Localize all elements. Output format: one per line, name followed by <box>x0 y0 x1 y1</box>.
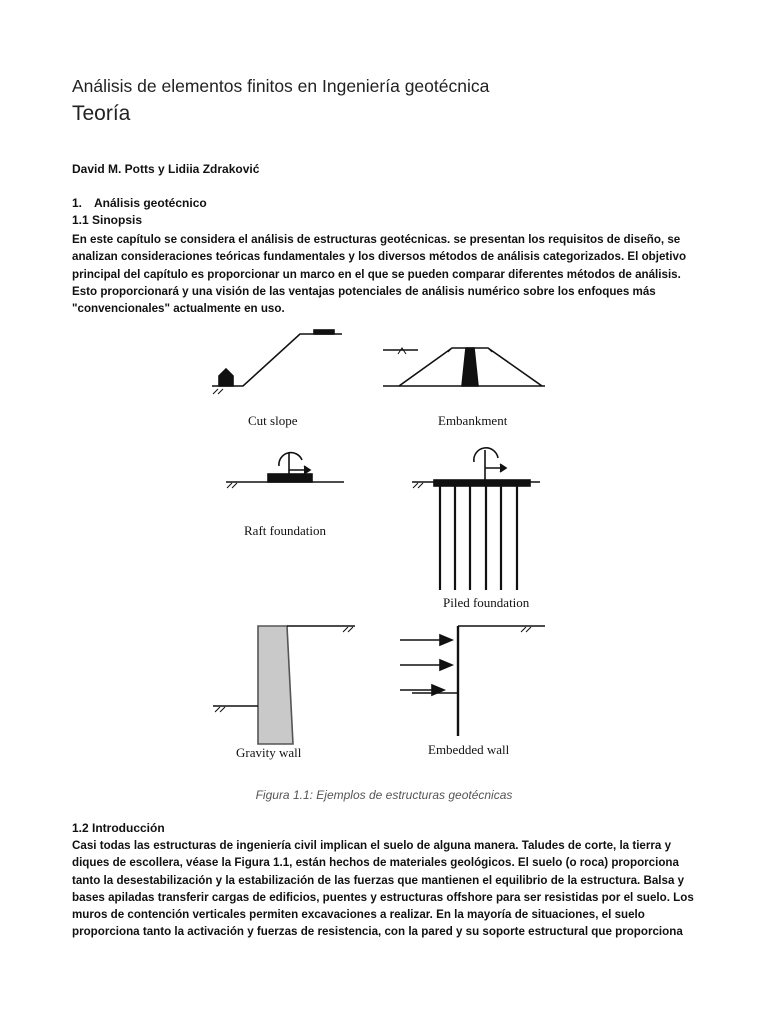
paragraph-line: analizan consideraciones teóricas fundamentales y los diversos métodos de análisis categorizados. El objetivo <box>72 250 687 264</box>
figure-caption: Figura 1.1: Ejemplos de estructuras geotécnicas <box>255 788 513 802</box>
paragraph-line: "convencionales" actualmente en uso. <box>72 302 285 316</box>
authors: David M. Potts y Lidiia Zdraković <box>72 162 260 176</box>
label-embedded-wall: Embedded wall <box>428 742 510 757</box>
paragraph-line: principal del capítulo es proporcionar un marco en el que se pueden comparar diferentes métodos de análisis. <box>72 267 681 281</box>
paragraph-line: bases apiladas transferir cargas de edificios, puentes y estructuras offshore para ser resistidas por el suelo. Los <box>72 890 694 904</box>
paragraph-line: Casi todas las estructuras de ingeniería civil implican el suelo de alguna manera. Taludes de corte, la tierra y <box>72 839 672 852</box>
subsection-heading-synopsis: 1.1 Sinopsis <box>72 213 143 227</box>
paragraph-line: diques de escollera, véase la Figura 1.1, están hechos de materiales geológicos. El suelo (o roca) proporciona <box>72 856 679 870</box>
label-piled-foundation: Piled foundation <box>443 595 530 610</box>
label-gravity-wall: Gravity wall <box>236 745 302 760</box>
label-cut-slope: Cut slope <box>248 413 298 428</box>
cut-slope-diagram <box>212 330 342 394</box>
paragraph-line: muros de contención verticales permiten excavaciones a realizar. En la mayoría de situaciones, el suelo <box>72 908 645 922</box>
paragraph-line: Esto proporcionará y una visión de las ventajas potenciales de análisis numérico sobre los enfoques más <box>72 284 656 298</box>
embankment-diagram <box>383 348 545 386</box>
embedded-wall-diagram <box>400 626 545 736</box>
piled-foundation-diagram <box>412 448 540 590</box>
raft-foundation-diagram <box>226 452 344 488</box>
paragraph-line: proporciona tanto la activación y fuerzas de resistencia, con la pared y su soporte estructural que proporciona <box>72 925 683 939</box>
subsection-heading-introduction: 1.2 Introducción <box>72 821 165 835</box>
introduction-paragraph <box>72 837 702 941</box>
paragraph-line: En este capítulo se considera el análisis de estructuras geotécnicas. se presentan los requisitos de diseño, se <box>72 233 681 246</box>
document-subtitle: Teoría <box>72 102 131 125</box>
label-raft-foundation: Raft foundation <box>244 523 326 538</box>
label-embankment: Embankment <box>438 413 508 428</box>
paragraph-line: tanto la desestabilización y la estabilización de las fuerzas que mantienen el equilibrio de la estructura. Balsa y <box>72 873 685 887</box>
section-title: Análisis geotécnico <box>94 196 207 210</box>
gravity-wall-diagram <box>213 626 355 744</box>
document-title: Análisis de elementos finitos en Ingeniería geotécnica <box>72 76 490 96</box>
section-number: 1. <box>72 196 83 210</box>
